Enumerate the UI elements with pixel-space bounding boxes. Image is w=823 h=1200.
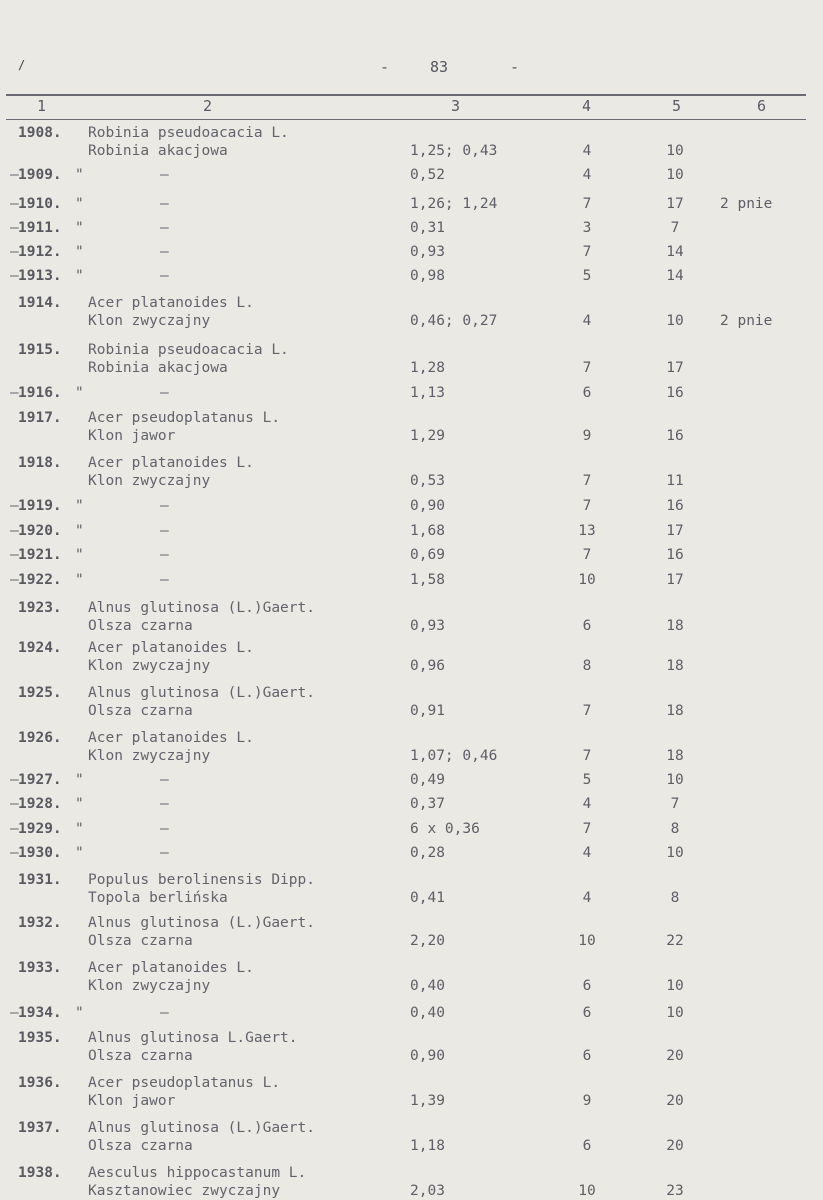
column-4-value: 6: [582, 385, 592, 401]
column-4-value: 6: [582, 1005, 592, 1021]
entry-number: 1919.: [18, 498, 62, 514]
column-4-value: 7: [582, 821, 592, 837]
diameter-value: 0,90: [410, 498, 445, 514]
column-5-value: 17: [666, 572, 684, 588]
polish-name: Olsza czarna: [88, 933, 193, 949]
polish-name: Olsza czarna: [88, 1138, 193, 1154]
entry-number: 1930.: [18, 845, 62, 861]
column-4-value: 6: [582, 978, 592, 994]
column-5-value: 20: [666, 1093, 684, 1109]
column-5-value: 14: [666, 268, 684, 284]
column-5-value: 18: [666, 658, 684, 674]
diameter-value: 1,25; 0,43: [410, 143, 498, 159]
entry-number: 1912.: [18, 244, 62, 260]
column-4-value: 7: [582, 547, 592, 563]
species-name: [88, 959, 388, 995]
latin-name: Robinia pseudoacacia L.: [88, 125, 289, 141]
diameter-value: 0,31: [410, 220, 445, 236]
diameter-value: 0,52: [410, 167, 445, 183]
entry-number: 1937.: [18, 1120, 62, 1136]
page-number-value: 83: [430, 58, 449, 76]
column-4-value: 9: [582, 1093, 592, 1109]
column-4-value: 6: [582, 1138, 592, 1154]
column-5-value: 14: [666, 244, 684, 260]
polish-name: Klon zwyczajny: [88, 978, 211, 994]
column-5-value: 10: [666, 167, 684, 183]
column-4-value: 10: [578, 933, 596, 949]
column-4-value: 7: [582, 244, 592, 260]
polish-name: Topola berlińska: [88, 890, 228, 906]
diameter-value: 0,69: [410, 547, 445, 563]
latin-name: Acer platanoides L.: [88, 730, 254, 746]
diameter-value: 0,37: [410, 796, 445, 812]
column-4-value: 4: [582, 167, 592, 183]
diameter-value: 1,68: [410, 523, 445, 539]
entry-number: 1915.: [18, 342, 62, 358]
entry-number: 1916.: [18, 385, 62, 401]
column-4-value: 6: [582, 618, 592, 634]
column-5-value: 16: [666, 428, 684, 444]
latin-name: Alnus glutinosa (L.)Gaert.: [88, 600, 315, 616]
column-4-value: 7: [582, 196, 592, 212]
diameter-value: 0,40: [410, 978, 445, 994]
column-5-value: 23: [666, 1183, 684, 1199]
polish-name: Olsza czarna: [88, 618, 193, 634]
page-number-dash-right: -: [510, 58, 520, 76]
column-4-value: 10: [578, 1183, 596, 1199]
entry-number: 1923.: [18, 600, 62, 616]
species-name: [88, 914, 388, 950]
diameter-value: 2,03: [410, 1183, 445, 1199]
column-5-value: 8: [670, 890, 680, 906]
column-header-3: 3: [451, 97, 461, 115]
polish-name: Klon zwyczajny: [88, 748, 211, 764]
diameter-value: 0,90: [410, 1048, 445, 1064]
column-4-value: 10: [578, 572, 596, 588]
latin-name: Populus berolinensis Dipp.: [88, 872, 315, 888]
diameter-value: 0,40: [410, 1005, 445, 1021]
column-4-value: 5: [582, 772, 592, 788]
diameter-value: 6 x 0,36: [410, 821, 480, 837]
species-name: [88, 341, 388, 377]
species-name: [88, 454, 388, 490]
remarks: 2 pnie: [720, 196, 773, 212]
diameter-value: 1,29: [410, 428, 445, 444]
column-5-value: 10: [666, 845, 684, 861]
diameter-value: 0,53: [410, 473, 445, 489]
diameter-value: 0,91: [410, 703, 445, 719]
column-header-2: 2: [203, 97, 213, 115]
column-5-value: 20: [666, 1048, 684, 1064]
document-page: - 83 - / 1 2 3 4 5 6 1908. Robinia pseudoacacia L. Robinia akacjowa 1,25; 0,43 4 10 1909. – " – 0,52 4 10 1910. – " – 1,26; 1,24 7 17 2 pnie 1911. – " – 0,31 3 7 1912. – " – 0,93 7 14 1913. – " – 0,98 5 14 1914. Acer platanoides L. Klon zwyczajny 0,46; 0,27 4 10 2 pnie 1915. Robinia pseudoacacia L. Robinia akacjowa 1,28 7 17 1916. – " – 1,13 6 16 1917. Acer pseudoplatanus L. Klon jawor 1,29 9 16 1918. Acer platanoides L. Klon zwyczajny 0,53 7 11 1919. – " – 0,90 7 16 1920. – " – 1,68 13 17 1921. – " – 0,69 7 16 1922. – " – 1,58 10 17 1923. Alnus glutinosa (L.)Gaert. Olsza czarna 0,93 6 18 1924. Acer platanoides L. Klon zwyczajny 0,96 8 18 1925. Alnus glutinosa (L.)Gaert. Olsza czarna 0,91 7 18 1926. Acer platanoides L. Klon zwyczajny 1,07; 0,46 7 18 1927. – " – 0,49 5 10 1928. – " – 0,37 4 7 1929. – " – 6 x 0,36 7 8 1930. – " – 0,28 4 10 1931. Populus berolinensis Dipp. Topola berlińska 0,41 4 8 1932. Alnus glutinosa (L.)Gaert. Olsza czarna 2,20 10 22 1933. Acer platanoides L. Klon zwyczajny 0,40 6 10 1934. – " – 0,40 6 10 1935. Alnus glutinosa L.Gaert. Olsza czarna 0,90 6 20 1936. Acer pseudoplatanus L. Klon jawor 1,39 9 20 1937. Alnus glutinosa (L.)Gaert. Olsza czarna 1,18 6 20 1938. Aesculus hippocastanum L. Kasztanowiec zwyczajny 2,03 10 23: [0, 0, 823, 1200]
column-5-value: 10: [666, 313, 684, 329]
latin-name: Alnus glutinosa (L.)Gaert.: [88, 685, 315, 701]
species-name: [88, 124, 388, 160]
column-5-value: 18: [666, 618, 684, 634]
column-4-value: 7: [582, 498, 592, 514]
column-4-value: 13: [578, 523, 596, 539]
latin-name: Acer platanoides L.: [88, 455, 254, 471]
polish-name: Klon zwyczajny: [88, 658, 211, 674]
entry-number: 1927.: [18, 772, 62, 788]
entry-number: 1914.: [18, 295, 62, 311]
species-name: [88, 599, 388, 635]
species-name: [88, 729, 388, 765]
latin-name: Acer platanoides L.: [88, 640, 254, 656]
entry-number: 1925.: [18, 685, 62, 701]
column-5-value: 22: [666, 933, 684, 949]
column-4-value: 5: [582, 268, 592, 284]
column-header-5: 5: [672, 97, 682, 115]
column-5-value: 7: [670, 220, 680, 236]
entry-number: 1921.: [18, 547, 62, 563]
polish-name: Kasztanowiec zwyczajny: [88, 1183, 281, 1199]
diameter-value: 0,96: [410, 658, 445, 674]
diameter-value: 0,98: [410, 268, 445, 284]
column-4-value: 4: [582, 845, 592, 861]
column-4-value: 7: [582, 360, 592, 376]
entry-number: 1936.: [18, 1075, 62, 1091]
column-5-value: 16: [666, 385, 684, 401]
column-header-4: 4: [582, 97, 592, 115]
column-4-value: 4: [582, 143, 592, 159]
diameter-value: 1,07; 0,46: [410, 748, 498, 764]
entry-number: 1926.: [18, 730, 62, 746]
entry-number: 1909.: [18, 167, 62, 183]
species-name: [88, 1164, 388, 1200]
entry-number: 1908.: [18, 125, 62, 141]
entry-number: 1913.: [18, 268, 62, 284]
entry-number: 1917.: [18, 410, 62, 426]
polish-name: Olsza czarna: [88, 1048, 193, 1064]
species-name: [88, 1119, 388, 1155]
entry-number: 1922.: [18, 572, 62, 588]
polish-name: Klon zwyczajny: [88, 313, 211, 329]
latin-name: Acer platanoides L.: [88, 295, 254, 311]
header-rule-bottom: [6, 119, 806, 120]
polish-name: Klon zwyczajny: [88, 473, 211, 489]
column-4-value: 7: [582, 703, 592, 719]
column-4-value: 8: [582, 658, 592, 674]
column-5-value: 17: [666, 523, 684, 539]
column-5-value: 8: [670, 821, 680, 837]
species-name: [88, 1029, 388, 1065]
entry-number: 1933.: [18, 960, 62, 976]
diameter-value: 2,20: [410, 933, 445, 949]
column-5-value: 17: [666, 360, 684, 376]
diameter-value: 1,58: [410, 572, 445, 588]
column-5-value: 11: [666, 473, 684, 489]
entry-number: 1929.: [18, 821, 62, 837]
diameter-value: 0,49: [410, 772, 445, 788]
column-4-value: 4: [582, 313, 592, 329]
entry-number: 1932.: [18, 915, 62, 931]
diameter-value: 0,93: [410, 244, 445, 260]
column-5-value: 7: [670, 796, 680, 812]
latin-name: Alnus glutinosa L.Gaert.: [88, 1030, 298, 1046]
column-5-value: 10: [666, 1005, 684, 1021]
column-5-value: 20: [666, 1138, 684, 1154]
polish-name: Robinia akacjowa: [88, 143, 228, 159]
entry-number: 1931.: [18, 872, 62, 888]
column-4-value: 9: [582, 428, 592, 444]
page-number-dash-left: -: [380, 58, 390, 76]
polish-name: Olsza czarna: [88, 703, 193, 719]
column-header-6: 6: [757, 97, 767, 115]
species-name: [88, 409, 388, 445]
diameter-value: 1,28: [410, 360, 445, 376]
polish-name: Robinia akacjowa: [88, 360, 228, 376]
latin-name: Robinia pseudoacacia L.: [88, 342, 289, 358]
column-4-value: 7: [582, 748, 592, 764]
remarks: 2 pnie: [720, 313, 773, 329]
entry-number: 1910.: [18, 196, 62, 212]
species-name: [88, 1074, 388, 1110]
entry-number: 1920.: [18, 523, 62, 539]
column-5-value: 18: [666, 748, 684, 764]
entry-number: 1918.: [18, 455, 62, 471]
column-5-value: 16: [666, 547, 684, 563]
entry-number: 1924.: [18, 640, 62, 656]
diameter-value: 1,13: [410, 385, 445, 401]
column-5-value: 16: [666, 498, 684, 514]
column-5-value: 10: [666, 772, 684, 788]
column-4-value: 4: [582, 796, 592, 812]
diameter-value: 1,26; 1,24: [410, 196, 498, 212]
column-5-value: 10: [666, 978, 684, 994]
column-5-value: 17: [666, 196, 684, 212]
margin-tick-mark: /: [18, 58, 26, 72]
column-4-value: 6: [582, 1048, 592, 1064]
header-rule-top: [6, 94, 806, 96]
column-5-value: 10: [666, 143, 684, 159]
entry-number: 1938.: [18, 1165, 62, 1181]
column-4-value: 7: [582, 473, 592, 489]
entry-number: 1911.: [18, 220, 62, 236]
species-name: [88, 684, 388, 720]
column-4-value: 3: [582, 220, 592, 236]
entry-number: 1928.: [18, 796, 62, 812]
diameter-value: 1,18: [410, 1138, 445, 1154]
diameter-value: 0,93: [410, 618, 445, 634]
entry-number: 1935.: [18, 1030, 62, 1046]
latin-name: Aesculus hippocastanum L.: [88, 1165, 307, 1181]
column-header-1: 1: [37, 97, 47, 115]
latin-name: Acer platanoides L.: [88, 960, 254, 976]
polish-name: Klon jawor: [88, 428, 176, 444]
diameter-value: 0,46; 0,27: [410, 313, 498, 329]
diameter-value: 0,28: [410, 845, 445, 861]
latin-name: Acer pseudoplatanus L.: [88, 1075, 281, 1091]
entry-number: 1934.: [18, 1005, 62, 1021]
polish-name: Klon jawor: [88, 1093, 176, 1109]
diameter-value: 1,39: [410, 1093, 445, 1109]
latin-name: Alnus glutinosa (L.)Gaert.: [88, 915, 315, 931]
diameter-value: 0,41: [410, 890, 445, 906]
column-5-value: 18: [666, 703, 684, 719]
column-4-value: 4: [582, 890, 592, 906]
species-name: [88, 294, 388, 330]
latin-name: Acer pseudoplatanus L.: [88, 410, 281, 426]
latin-name: Alnus glutinosa (L.)Gaert.: [88, 1120, 315, 1136]
species-name: [88, 871, 388, 907]
species-name: [88, 639, 388, 675]
